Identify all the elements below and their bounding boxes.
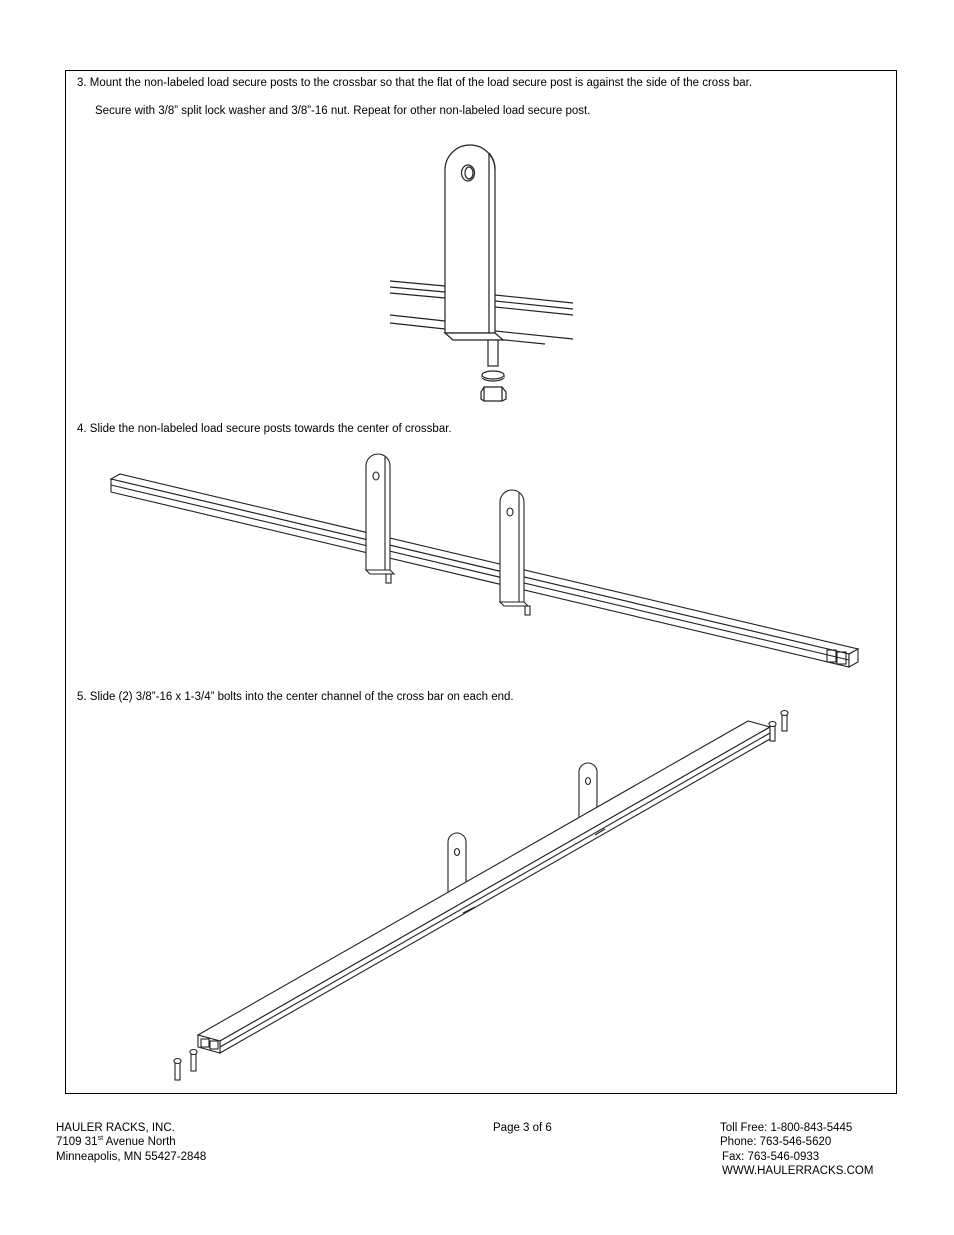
- crossbar-with-posts-illustration: [108, 452, 868, 677]
- footer-phone: Phone: 763-546-5620: [720, 1136, 832, 1148]
- page-number: Page 3 of 6: [493, 1122, 552, 1134]
- footer-address: 7109 31st Avenue North: [56, 1135, 176, 1148]
- post-mount-illustration: [385, 135, 580, 405]
- footer-fax: Fax: 763-546-0933: [722, 1151, 820, 1163]
- footer-toll-free: Toll Free: 1-800-843-5445: [720, 1122, 853, 1134]
- step-4-text: 4. Slide the non-labeled load secure posts towards the center of crossbar.: [77, 423, 452, 435]
- footer-company: HAULER RACKS, INC.: [56, 1122, 175, 1134]
- crossbar-bolts-illustration: [165, 705, 805, 1085]
- step-3-subtext: Secure with 3/8” split lock washer and 3/8”-16 nut. Repeat for other non-labeled load secure post.: [95, 105, 591, 117]
- footer-city: Minneapolis, MN 55427-2848: [56, 1151, 207, 1163]
- step-3-text: 3. Mount the non-labeled load secure posts to the crossbar so that the flat of the load secure post is against the side of the cross bar.: [77, 77, 753, 89]
- footer-website: WWW.HAULERRACKS.COM: [722, 1165, 874, 1177]
- step-5-text: 5. Slide (2) 3/8”-16 x 1-3/4” bolts into the center channel of the cross bar on each end.: [77, 691, 514, 703]
